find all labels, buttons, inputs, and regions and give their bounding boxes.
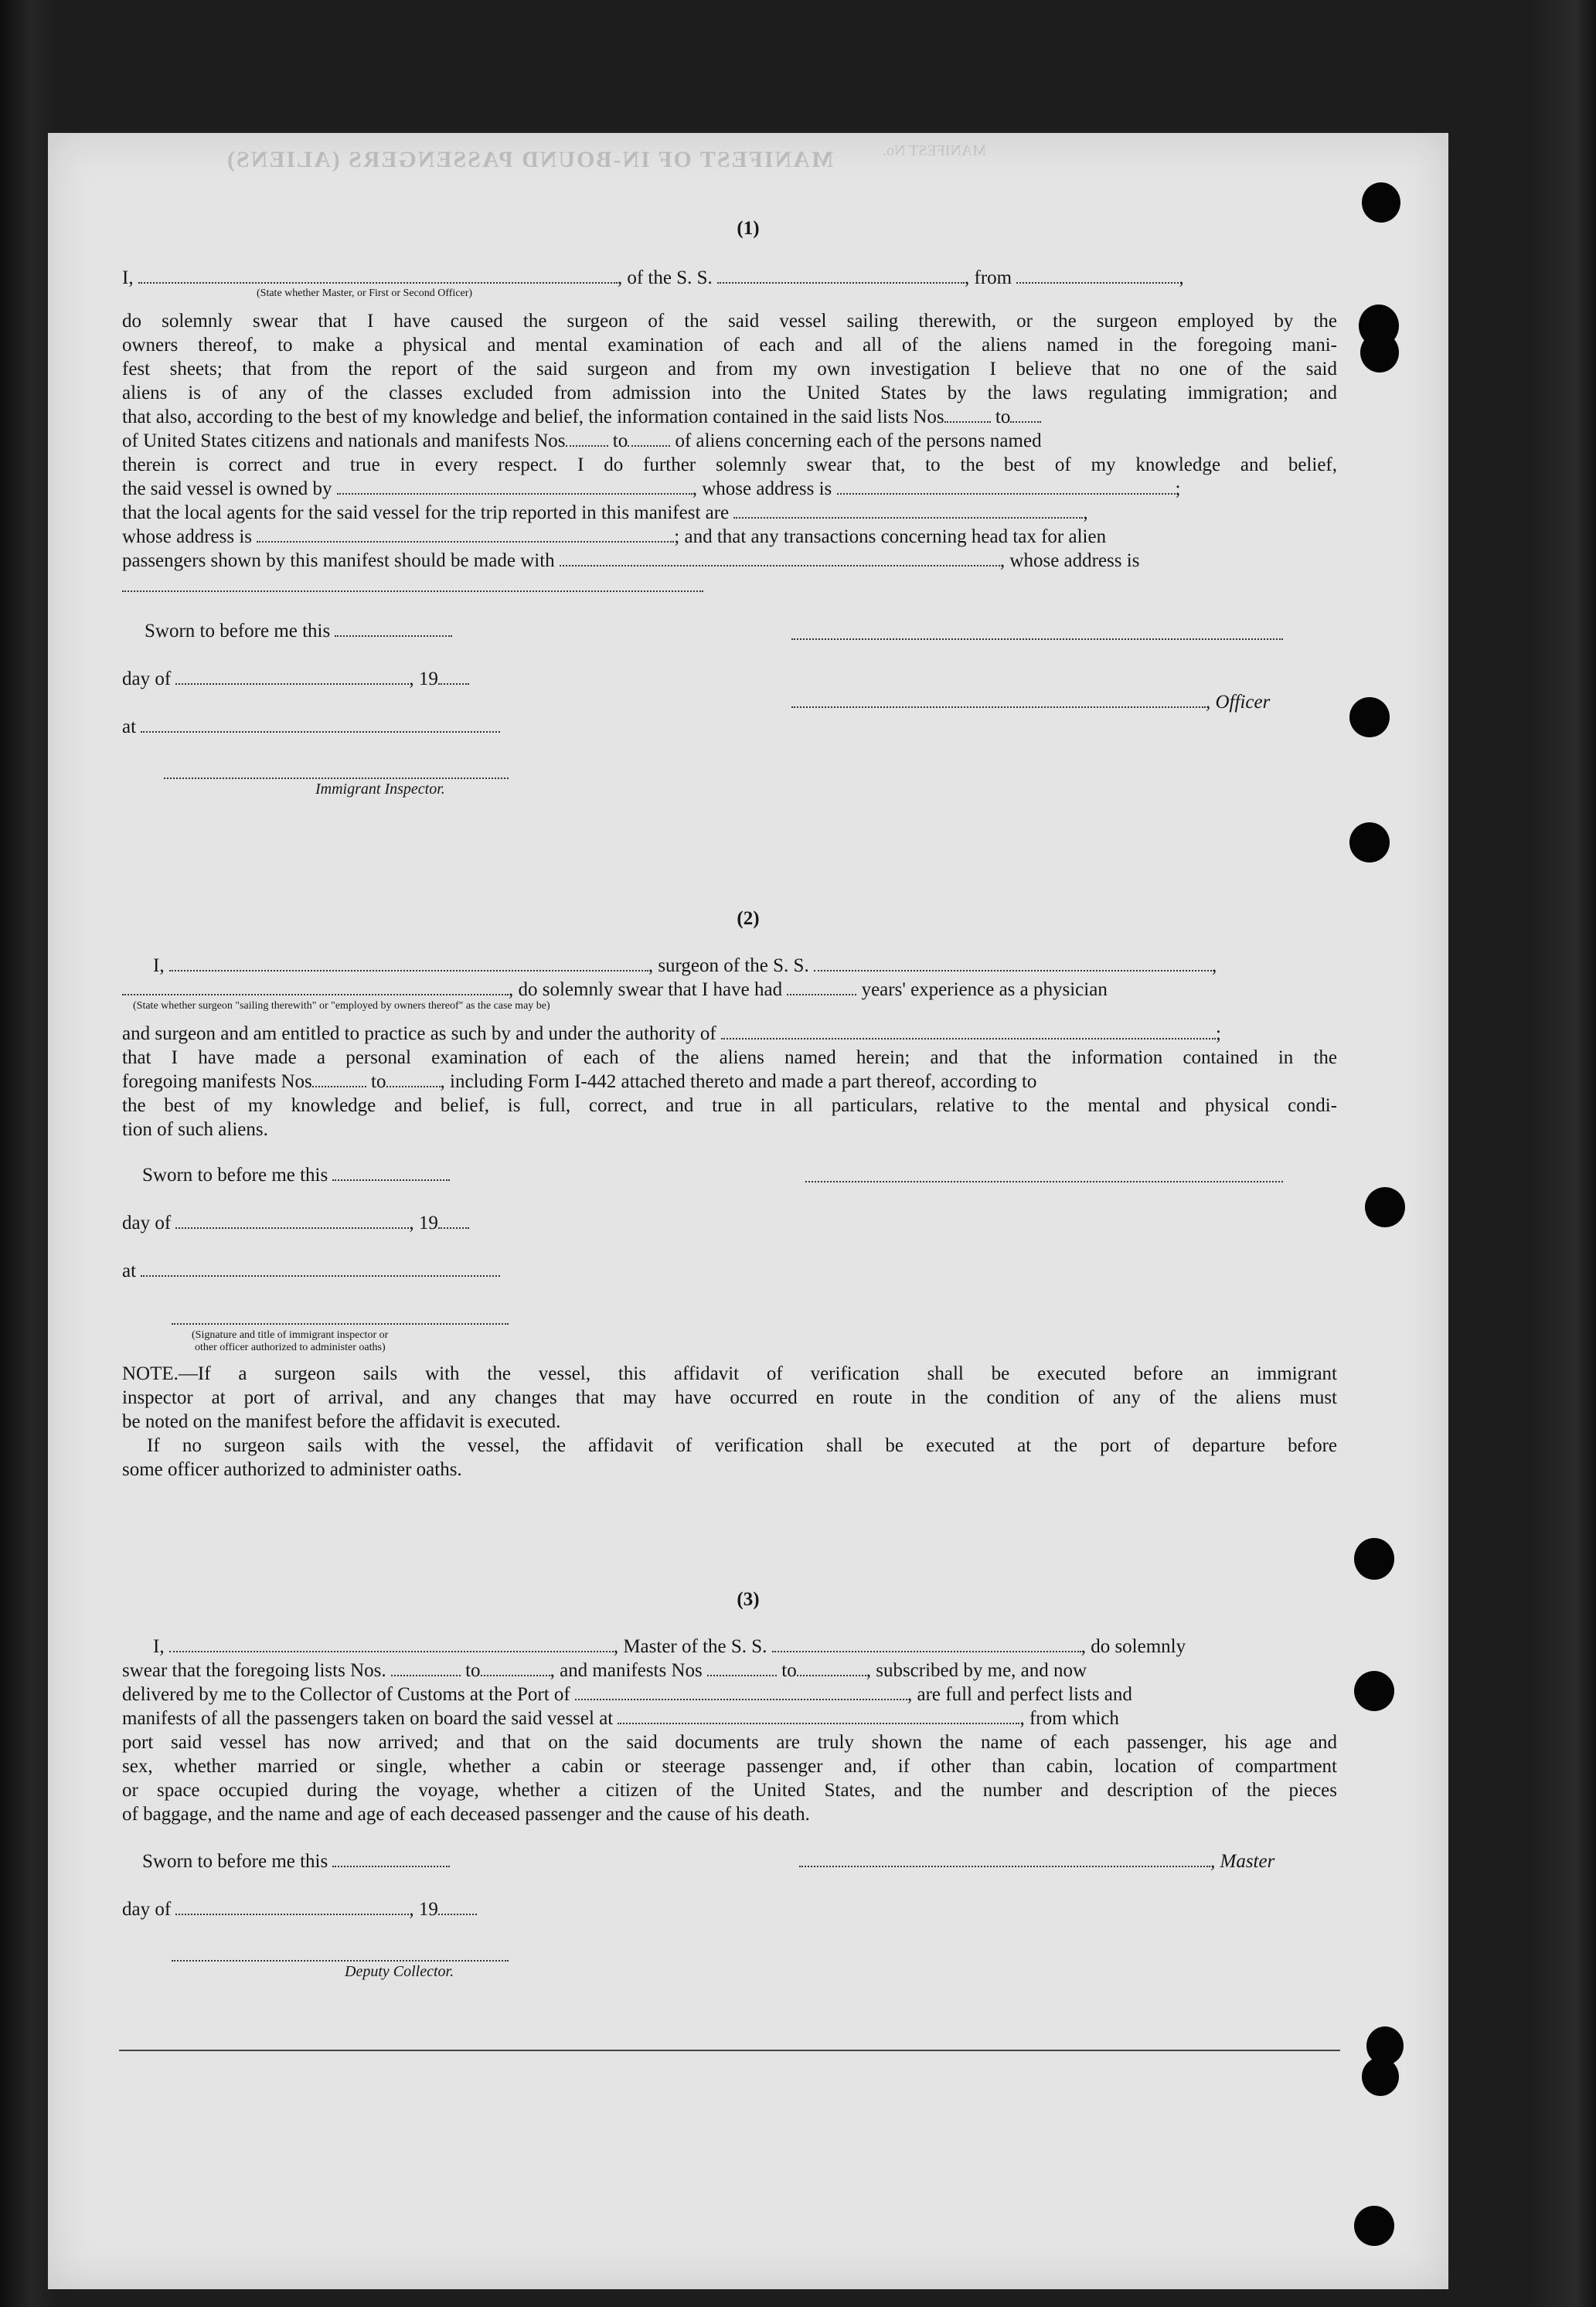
s1-agents-line: that the local agents for the said vessel for the trip reported in this manifest are , — [122, 502, 1088, 523]
s2-sig-hint: (Signature and title of immigrant inspector or — [192, 1329, 389, 1341]
s1-headtax-line: passengers shown by this manifest should be made with , whose address is — [122, 550, 1140, 571]
s1-para-line: fest sheets; that from the report of the said surgeon and from my own investigation I believe that no one of the said — [122, 359, 1337, 379]
s1-para-line: do solemnly swear that I have caused the surgeon of the said vessel sailing therewith, or the surgeon employed by the — [122, 311, 1337, 332]
s1-sworn-label: Sworn to before me this — [145, 620, 452, 642]
s1-owned-line: the said vessel is owned by , whose address is ; — [122, 478, 1181, 499]
s3-lists-line: swear that the foregoing lists Nos. to , and manifests Nos to , subscribed by me, and now — [122, 1660, 1087, 1681]
s1-address-blank — [122, 589, 703, 592]
s1-officer-hint: (State whether Master, or First or Second Officer) — [257, 288, 473, 299]
s2-note-line: If no surgeon sails with the vessel, the affidavit of verification shall be executed at the port of departure before — [147, 1435, 1337, 1456]
s2-note-line: some officer authorized to administer oaths. — [122, 1459, 462, 1480]
s1-address-line: whose address is ; and that any transactions concerning head tax for alien — [122, 526, 1107, 547]
s2-note-line: be noted on the manifest before the affidavit is executed. — [122, 1411, 561, 1432]
punch-hole — [1362, 2057, 1399, 2096]
s1-inspector-signature-line — [164, 776, 509, 779]
s2-sig-hint: other officer authorized to administer oaths) — [195, 1342, 386, 1353]
s1-officer-line: I, , of the S. S. , from , — [122, 267, 1184, 288]
bleed-through-title: MANIFEST OF IN-BOUND PASSENGERS (ALIENS) — [226, 147, 834, 172]
punch-hole — [1362, 182, 1400, 223]
s2-note-line: NOTE.—If a surgeon sails with the vessel, this affidavit of verification shall be executed before an immigrant — [122, 1363, 1337, 1384]
s3-port-line: delivered by me to the Collector of Customs at the Port of , are full and perfect lists and — [122, 1684, 1132, 1705]
s3-para-line: sex, whether married or single, whether a cabin or steerage passenger and, if other than cabin, location of compartment — [122, 1756, 1337, 1777]
s1-manifests-line: of United States citizens and nationals and manifests Nos to of aliens concerning each of the persons named — [122, 430, 1042, 451]
punch-hole — [1354, 1538, 1394, 1580]
s2-at-label: at — [122, 1260, 500, 1282]
s2-para-line: tion of such aliens. — [122, 1119, 268, 1140]
s3-para-line: or space occupied during the voyage, whether a citizen of the United States, and the number and description of the pieces — [122, 1780, 1337, 1801]
s1-para-line: aliens is of any of the classes excluded from admission into the United States by the laws regulating immigration; and — [122, 383, 1337, 403]
punch-hole — [1360, 332, 1399, 373]
s3-day-label: day of , 19 — [122, 1898, 477, 1921]
punch-hole — [1365, 1187, 1405, 1227]
punch-hole — [1354, 2206, 1394, 2246]
s3-board-line: manifests of all the passengers taken on board the said vessel at , from which — [122, 1708, 1119, 1729]
bleed-through-manifest-no: MANIFEST No. — [883, 142, 987, 159]
s3-master-line: I, , Master of the S. S. , do solemnly — [153, 1636, 1186, 1657]
s1-para-line: owners thereof, to make a physical and mental examination of each and all of the aliens named in the foregoing mani- — [122, 335, 1337, 356]
bottom-rule — [119, 2050, 1340, 2051]
s3-collector-caption: Deputy Collector. — [345, 1963, 454, 1980]
s1-para-line: therein is correct and true in every respect. I do further solemnly swear that, to the best of my knowledge and belief, — [122, 454, 1337, 475]
s2-para-line: the best of my knowledge and belief, is full, correct, and true in all particulars, relative to the mental and physical condi- — [122, 1095, 1337, 1116]
s2-manifests-line: foregoing manifests Nos to , including Form I-442 attached thereto and made a part thereof, according to — [122, 1071, 1037, 1092]
s2-surgeon-line: I, , surgeon of the S. S. , — [153, 955, 1217, 976]
s3-collector-signature-line — [172, 1958, 509, 1962]
s1-lists-line: that also, according to the best of my knowledge and belief, the information contained in the said lists Nos to — [122, 405, 1337, 429]
s1-inspector-caption: Immigrant Inspector. — [315, 781, 445, 798]
s3-para-line: port said vessel has now arrived; and that on the said documents are truly shown the name of each passenger, his age and — [122, 1732, 1337, 1753]
s3-master-signature: , Master — [799, 1850, 1274, 1873]
punch-hole — [1354, 1671, 1394, 1711]
manifest-sheet — [48, 133, 1448, 2289]
s2-day-label: day of , 19 — [122, 1212, 469, 1234]
s1-officer-signature-top — [791, 637, 1283, 640]
s3-para-line: of baggage, and the name and age of each deceased passenger and the cause of his death. — [122, 1804, 810, 1825]
section-1-number: (1) — [737, 218, 760, 239]
punch-hole — [1349, 822, 1390, 863]
s2-experience-line: , do solemnly swear that I have had years' experience as a physician — [122, 978, 1337, 1002]
s1-at-label: at — [122, 716, 500, 738]
s2-authority-line: and surgeon and am entitled to practice as such by and under the authority of ; — [122, 1023, 1221, 1044]
s3-sworn-label: Sworn to before me this — [142, 1850, 450, 1873]
s2-sworn-label: Sworn to before me this — [142, 1164, 450, 1186]
section-3-number: (3) — [737, 1589, 760, 1610]
s2-note-line: inspector at port of arrival, and any changes that may have occurred en route in the condition of any of the aliens must — [122, 1387, 1337, 1408]
s2-para-line: that I have made a personal examination of each of the aliens named herein; and that the information contained in the — [122, 1047, 1337, 1068]
s1-day-label: day of , 19 — [122, 668, 469, 690]
s1-officer-signature: , Officer — [791, 691, 1270, 713]
punch-hole — [1349, 697, 1390, 737]
s2-surgeon-hint: (State whether surgeon "sailing therewith" or "employed by owners thereof" as the case may be) — [133, 1000, 550, 1012]
section-2-number: (2) — [737, 908, 760, 929]
s2-inspector-signature-line — [172, 1322, 509, 1325]
s2-signature-line — [805, 1179, 1283, 1182]
